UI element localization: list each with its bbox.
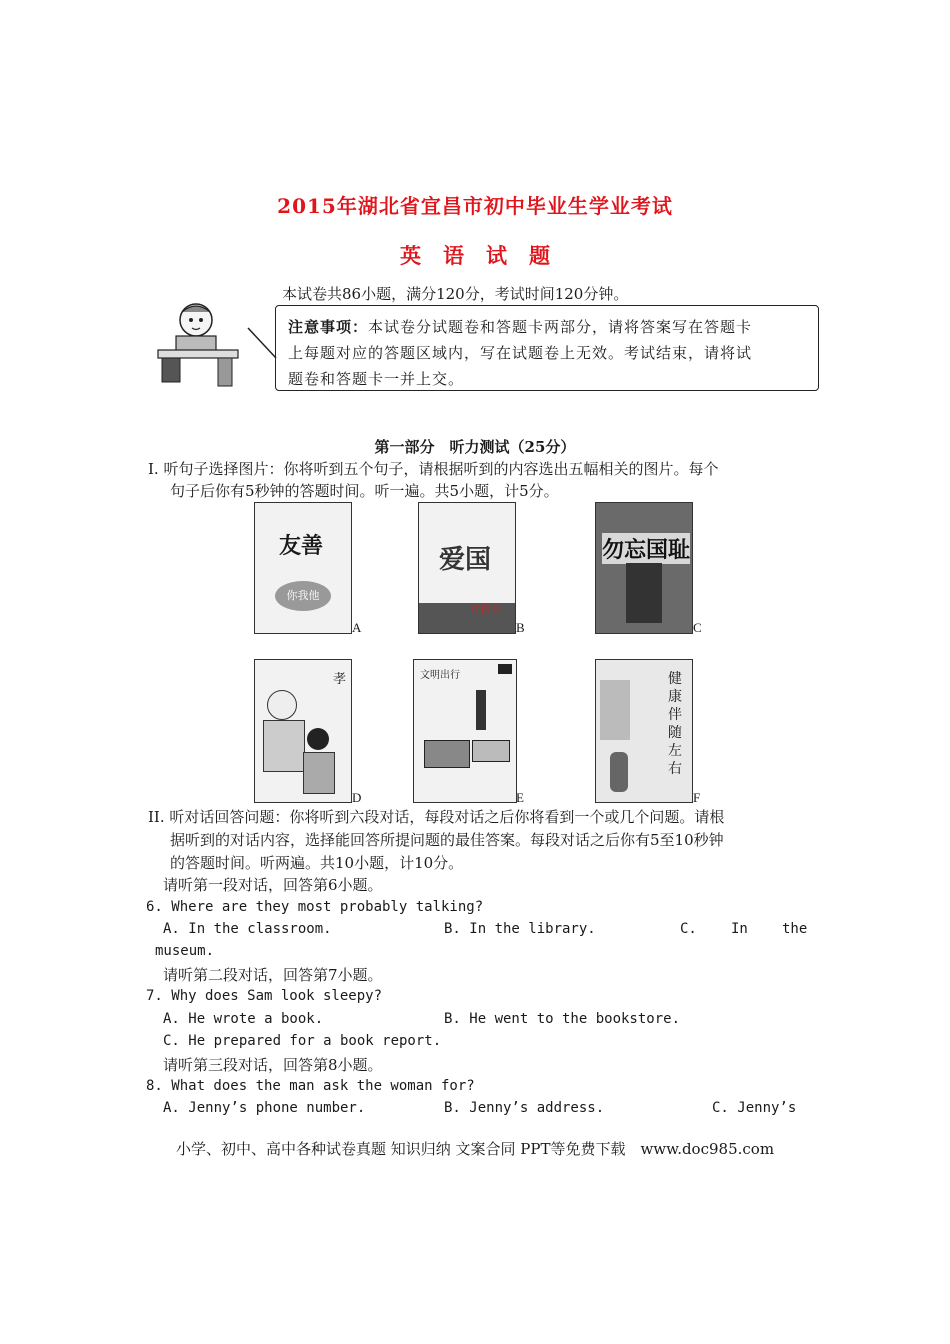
poster-d-label: D (352, 790, 362, 805)
poster-b-label: B (516, 620, 525, 635)
poster-e (413, 659, 517, 803)
student-cartoon-icon (148, 298, 278, 390)
question-8-option-b: B. Jenny’s address. (444, 1100, 605, 1116)
dialogue-3-intro: 请听第三段对话，回答第8小题。 (163, 1056, 383, 1074)
poster-b (418, 502, 516, 634)
dialogue-1-intro: 请听第一段对话，回答第6小题。 (163, 876, 383, 894)
poster-f (595, 659, 693, 803)
question-6-option-c-letter: C. (680, 921, 697, 937)
question-7-option-b: B. He went to the bookstore. (444, 1011, 681, 1027)
poster-a-label: A (352, 620, 362, 635)
exam-title: 2015年湖北省宜昌市初中毕业生学业考试 (277, 194, 673, 218)
notice-line-2: 上每题对应的答题区域内，写在试题卷上无效。考试结束，请将试 (288, 344, 753, 362)
dialogue-2-intro: 请听第二段对话，回答第7小题。 (163, 966, 383, 984)
section-heading: 第一部分 听力测试（25分） (374, 438, 576, 456)
poster-c (595, 502, 693, 634)
question-6-option-c-word-3: museum. (155, 943, 215, 959)
poster-c-label: C (693, 620, 702, 635)
question-6-option-c-word-2: the (782, 921, 808, 937)
poster-f-label: F (693, 790, 701, 805)
poster-b-sub: 中国梦 (471, 605, 501, 616)
footer-download-text: 小学、初中、高中各种试卷真题 知识归纳 文案合同 PPT等免费下载 www.doc985.com (175, 1140, 775, 1158)
exam-info: 本试卷共86小题，满分120分，考试时间120分钟。 (282, 285, 629, 303)
question-6-option-b: B. In the library. (444, 921, 596, 937)
question-8-option-a: A. Jenny’s phone number. (163, 1100, 366, 1116)
part2-instruction-line-3: 的答题时间。听两遍。共10小题，计10分。 (170, 854, 464, 872)
part2-instruction-line-2: 据听到的对话内容，选择能回答所提问题的最佳答案。每段对话之后你有5至10秒钟 (170, 831, 724, 849)
part1-instruction-line-1: Ⅰ. 听句子选择图片：你将听到五个句子，请根据听到的内容选出五幅相关的图片。每个 (148, 460, 719, 478)
poster-b-text: 爱国 (439, 545, 492, 575)
question-6-option-a: A. In the classroom. (163, 921, 332, 937)
question-6-option-c-word-1: In (731, 921, 748, 937)
poster-f-text: 健康伴随左右 (668, 671, 682, 777)
poster-e-text: 文明出行 (420, 670, 460, 681)
notice-line-3: 题卷和答题卡一并上交。 (288, 370, 465, 388)
notice-box (275, 305, 819, 391)
question-8: 8. What does the man ask the woman for? (146, 1078, 475, 1094)
poster-a (254, 502, 352, 634)
poster-d-text: 孝 (333, 672, 347, 687)
part1-instruction-line-2: 句子后你有5秒钟的答题时间。听一遍。共5小题，计5分。 (170, 482, 559, 500)
question-6: 6. Where are they most probably talking? (146, 899, 484, 915)
question-7-option-a: A. He wrote a book. (163, 1011, 324, 1027)
part2-instruction-line-1: II. 听对话回答问题：你将听到六段对话，每段对话之后你将看到一个或几个问题。请根 (148, 808, 725, 826)
poster-d (254, 659, 352, 803)
question-8-option-c: C. Jenny’s (712, 1100, 797, 1116)
poster-a-sub: 你我他 (275, 581, 331, 611)
notice-line-1: 本试卷分试题卷和答题卡两部分，请将答案写在答题卡 (368, 318, 753, 336)
exam-subtitle: 英语试题 (400, 243, 572, 268)
question-7: 7. Why does Sam look sleepy? (146, 988, 383, 1004)
notice-label: 注意事项： (288, 318, 369, 336)
poster-c-text: 勿忘国耻 (602, 533, 690, 564)
poster-a-text: 友善 (279, 533, 324, 559)
question-7-option-c: C. He prepared for a book report. (163, 1033, 442, 1049)
poster-e-label: E (516, 790, 524, 805)
